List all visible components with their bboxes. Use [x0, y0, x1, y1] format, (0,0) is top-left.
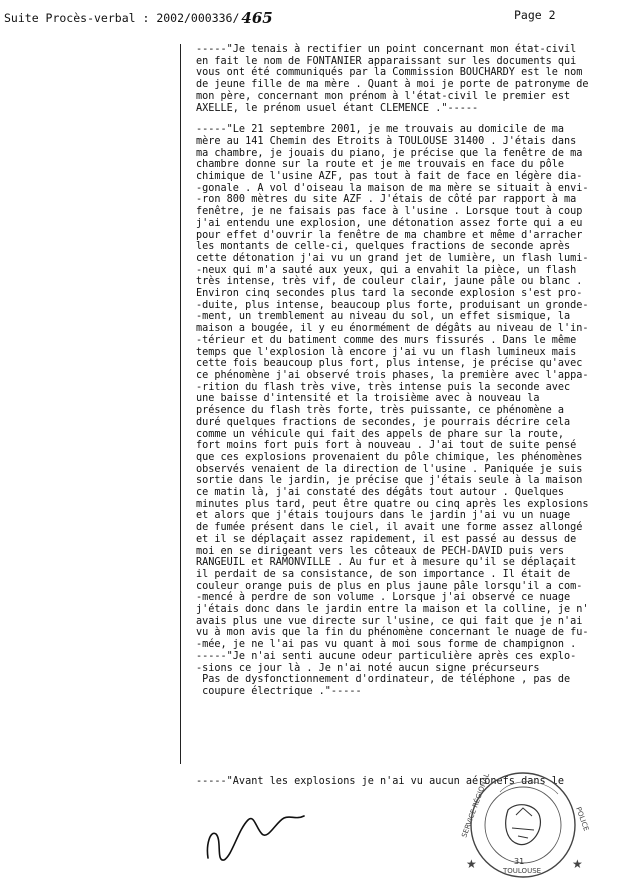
text-line: coupure électrique ."----- — [196, 685, 362, 697]
text-line: j'ai entendu une explosion, une détonation assez forte qui a eu — [196, 217, 583, 229]
pv-reference — [4, 8, 273, 26]
text-line: comme un véhicule qui fait des appels de phare sur la route, — [196, 428, 565, 440]
text-line: chimique de l'usine AZF, pas tout à fait de face en légère dia- — [196, 171, 583, 183]
text-line: -térieur et du batiment comme des murs fissurés . Dans le même — [196, 334, 577, 346]
text-line: Pas de dysfonctionnement d'ordinateur, de téléphone , pas de — [196, 674, 571, 686]
text-line: -ment, un tremblement au niveau du sol, un effet sismique, la — [196, 311, 571, 323]
official-stamp — [448, 770, 598, 880]
text-line: vous ont été communiqués par la Commission BOUCHARDY est le nom — [196, 67, 583, 79]
text-line: -gonale . A vol d'oiseau la maison de ma mère se situait à envi- — [196, 182, 589, 194]
text-line: -duite, plus intense, beaucoup plus forte, produisant un gronde- — [196, 299, 589, 311]
handwritten-signature — [200, 800, 310, 875]
text-line: -----"Le 21 septembre 2001, je me trouvais au domicile de ma — [196, 124, 565, 136]
text-line: j'étais donc dans le jardin entre la maison et la colline, je n' — [196, 604, 589, 616]
text-line: mère au 141 Chemin des Etroits à TOULOUSE 31400 . J'étais dans — [196, 135, 577, 147]
text-line: cette fois beaucoup plus fort, plus intense, je précise qu'avec — [196, 358, 583, 370]
text-line: -----"Je n'ai senti aucune odeur particulière après ces explo- — [196, 650, 577, 662]
text-line: chambre donne sur la route et je me trouvais en face du pôle — [196, 159, 565, 171]
stamp-star-right: ★ — [572, 857, 583, 871]
text-line: RANGEUIL et RAMONVILLE . Au fur et à mesure qu'il se déplaçait — [196, 557, 577, 569]
pv-reference-label: Suite Procès-verbal : 2002/000336/ — [4, 11, 240, 25]
text-line: cette détonation j'ai vu un grand jet de lumière, un flash lumi- — [196, 252, 589, 264]
text-line: AXELLE, le prénom usuel étant CLEMENCE ."----- — [196, 102, 479, 114]
stamp-number: 31 — [514, 857, 525, 866]
text-line: ma chambre, je jouais du piano, je précise que la fenêtre de ma — [196, 147, 583, 159]
text-line: mon père, concernant mon prénom à l'état-civil le premier est — [196, 90, 571, 102]
text-line: fort moins fort puis fort à nouveau . J'ai tout de suite pensé — [196, 440, 577, 452]
text-line: ce matin là, j'ai constaté des dégâts tout autour . Quelques — [196, 487, 565, 499]
page-number: Page 2 — [514, 8, 556, 22]
text-line: les montants de celle-ci, quelques fractions de seconde après — [196, 241, 571, 253]
text-line: ce phénomène j'ai observé trois phases, la première avec l'appa- — [196, 369, 589, 381]
text-line: que ces explosions provenaient du pôle chimique, les phénomènes — [196, 451, 583, 463]
text-line: -sions ce jour là . Je n'ai noté aucun signe précurseurs — [196, 662, 540, 674]
text-line: très intense, très vif, de couleur clair, jaune pâle ou blanc . — [196, 276, 583, 288]
statement-body — [196, 44, 616, 708]
text-line: -mencé à perdre de son volume . Lorsque j'ai observé ce nuage — [196, 592, 571, 604]
text-line: couleur orange puis de plus en plus jaune pâle lorsqu'il a com- — [196, 580, 583, 592]
text-line: une baisse d'intensité et la troisième avec à nouveau la — [196, 393, 540, 405]
text-line: fenêtre, je ne faisais pas face à l'usine . Lorsque tout à coup — [196, 206, 583, 218]
statement-last-line: -----"Avant les explosions je n'ai vu aucun aéronefs dans le — [196, 776, 565, 787]
text-line: moi en se dirigeant vers les côteaux de PECH-DAVID puis vers — [196, 545, 565, 557]
text-line: -ron 800 mètres du site AZF . J'étais de côté par rapport à ma — [196, 194, 577, 206]
text-line: vu à mon avis que la fin du phénomène concernant le nuage de fu- — [196, 627, 589, 639]
text-line: -mée, je ne l'ai pas vu quant à moi sous forme de champignon . — [196, 639, 577, 651]
handwritten-page-number: 465 — [241, 9, 273, 27]
page-header — [4, 6, 604, 26]
margin-rule — [180, 44, 181, 764]
text-line: -rition du flash très vive, très intense puis la seconde avec — [196, 381, 571, 393]
text-line: Environ cinq secondes plus tard la seconde explosion s'est pro- — [196, 288, 583, 300]
text-line: observés venaient de la direction de l'usine . Paniquée je suis — [196, 463, 583, 475]
text-line: de fumée présent dans le ciel, il avait une forme assez allongé — [196, 522, 583, 534]
text-line: de jeune fille de ma mère . Quant à moi je porte de patronyme de — [196, 79, 589, 91]
text-line: maison a bougée, il y eu énormément de dégâts au niveau de l'in- — [196, 323, 589, 335]
text-line: -neux qui m'a sauté aux yeux, qui a envahit la pièce, un flash — [196, 264, 577, 276]
statement-paragraph — [196, 124, 616, 697]
text-line: minutes plus tard, peut être quatre ou cinq après les explosions — [196, 498, 589, 510]
text-line: et alors que j'étais toujours dans le jardin j'ai vu un nuage — [196, 510, 571, 522]
stamp-text-bottom: TOULOUSE — [503, 867, 542, 875]
statement-paragraph — [196, 44, 616, 114]
text-line: sortie dans le jardin, je précise que j'étais seule à la maison — [196, 475, 583, 487]
text-line: duré quelques fractions de secondes, je pourrais décrire cela — [196, 416, 571, 428]
stamp-text-top: SERVICE RÉGIONAL — [460, 772, 492, 839]
text-line: temps que l'explosion là encore j'ai vu un flash lumineux mais — [196, 346, 577, 358]
text-line: il perdait de sa consistance, de son importance . Il était de — [196, 568, 571, 580]
text-line: -----"Je tenais à rectifier un point concernant mon état-civil — [196, 44, 577, 55]
text-line: avais plus une vue directe sur l'usine, ce qui fait que je n'ai — [196, 615, 583, 627]
text-line: en fait le nom de FONTANIER apparaissant sur les documents qui — [196, 55, 577, 67]
stamp-text-right: POLICE — [574, 805, 591, 833]
text-line: pour effet d'ouvrir la fenêtre de ma chambre et même d'arracher — [196, 229, 583, 241]
text-line: et il se déplaçait assez rapidement, il est passé au dessus de — [196, 533, 577, 545]
text-line: présence du flash très forte, très puissante, ce phénomène a — [196, 405, 565, 417]
stamp-star-left: ★ — [466, 857, 477, 871]
